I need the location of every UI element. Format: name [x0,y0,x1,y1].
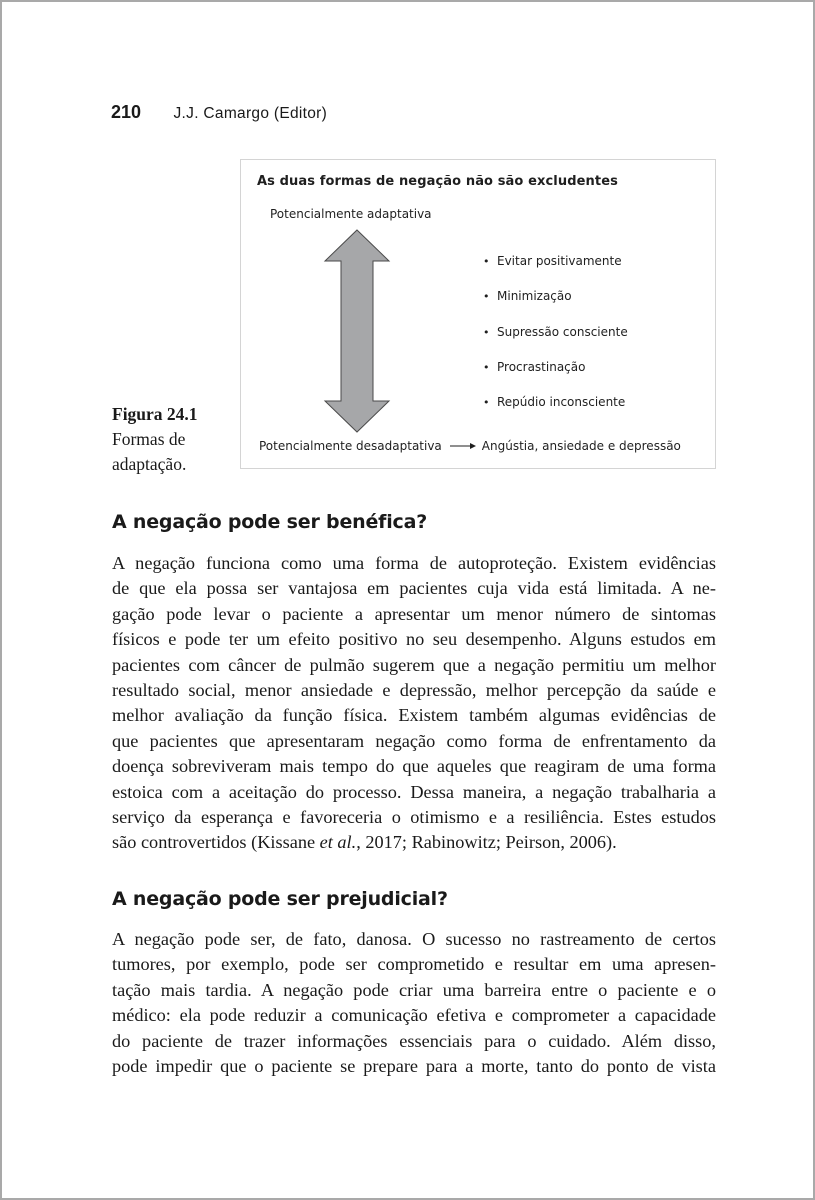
figure-bottom-row [259,439,681,453]
figure-list-item: • Minimização [483,289,572,304]
right-arrow-icon [450,442,476,450]
figure-top-label: Potencialmente adaptativa [270,207,432,221]
text-line: pacientes com câncer de pulmão sugerem que a negação permitiu um melhor [112,654,716,675]
running-title: J.J. Camargo (Editor) [173,105,328,122]
figure-list-item: • Procrastinação [483,359,586,374]
section-heading-harmful: A negação pode ser prejudicial? [112,888,448,910]
figure-caption-text: Formas de [112,429,186,449]
figure-caption-text: adaptação. [112,454,187,474]
text-line: estoica com a aceitação do processo. Dessa maneira, a negação trabalharia a [112,781,716,802]
text-line: tação mais tardia. A negação pode criar uma barreira entre o paciente e o [112,979,716,1000]
figure-title: As duas formas de negação não são excludentes [257,174,618,189]
section-heading-beneficial: A negação pode ser benéfica? [112,511,428,533]
text-line: A negação funciona como uma forma de autoproteção. Existem evidências [112,553,716,573]
text-line: tumores, por exemplo, pode ser comprometido e resultar em uma apresen- [112,954,716,975]
paragraph-harmful [112,927,716,1079]
text-line: resultado social, menor ansiedade e depressão, melhor percepção da saúde e [112,680,716,701]
text-line-citation: são controvertidos (Kissane et al., 2017; Rabinowitz; Peirson, 2006). [112,832,617,853]
text-line: pode impedir que o paciente se prepare para a morte, tanto do ponto de vista [112,1056,716,1077]
text-line: que pacientes que apresentaram negação como forma de enfrentamento da [112,730,716,751]
figure-denial-forms-list [483,253,628,429]
bullet-icon: • [483,325,490,339]
figure-list-item: • Evitar positivamente [483,254,622,268]
figure-outcome-label: Angústia, ansiedade e depressão [481,439,681,453]
bullet-icon: • [483,360,490,374]
bullet-icon: • [483,255,490,268]
text-line: de que ela possa ser vantajosa em pacientes cuja vida está limitada. A ne- [112,578,716,599]
page-number: 210 [111,102,142,122]
figure-caption-label: Figura 24.1 [112,404,198,424]
bullet-icon: • [483,396,490,410]
text-line: gação pode levar o paciente a apresentar um menor número de sintomas [112,603,716,624]
text-line: melhor avaliação da função física. Existem também algumas evidências de [112,705,716,726]
figure-list-item: • Repúdio inconsciente [483,395,626,410]
figure-bottom-label: Potencialmente desadaptativa [259,439,442,453]
text-line: A negação pode ser, de fato, danosa. O sucesso no rastreamento de certos [112,929,716,949]
text-line: serviço da esperança e favoreceria o otimismo e a resiliência. Estes estudos [112,807,716,828]
text-line: do paciente de trazer informações essenciais para o cuidado. Além disso, [112,1030,716,1051]
figure-list-item: • Supressão consciente [483,324,628,339]
paragraph-beneficial [112,551,716,856]
figure-caption [112,402,232,477]
double-headed-arrow-icon [323,229,391,437]
figure-24-1 [240,159,716,469]
bullet-icon: • [483,290,490,304]
text-line: físicos e pode ter um efeito positivo no seu desempenho. Alguns estudos em [112,629,716,650]
italic-et-al: et al. [319,832,357,853]
text-line: médico: ela pode reduzir a comunicação efetiva e comprometer a capacidade [112,1005,716,1026]
text-line: doença sobreviveram mais tempo do que aqueles que reagiram de uma forma [112,756,716,777]
running-head [111,102,327,123]
